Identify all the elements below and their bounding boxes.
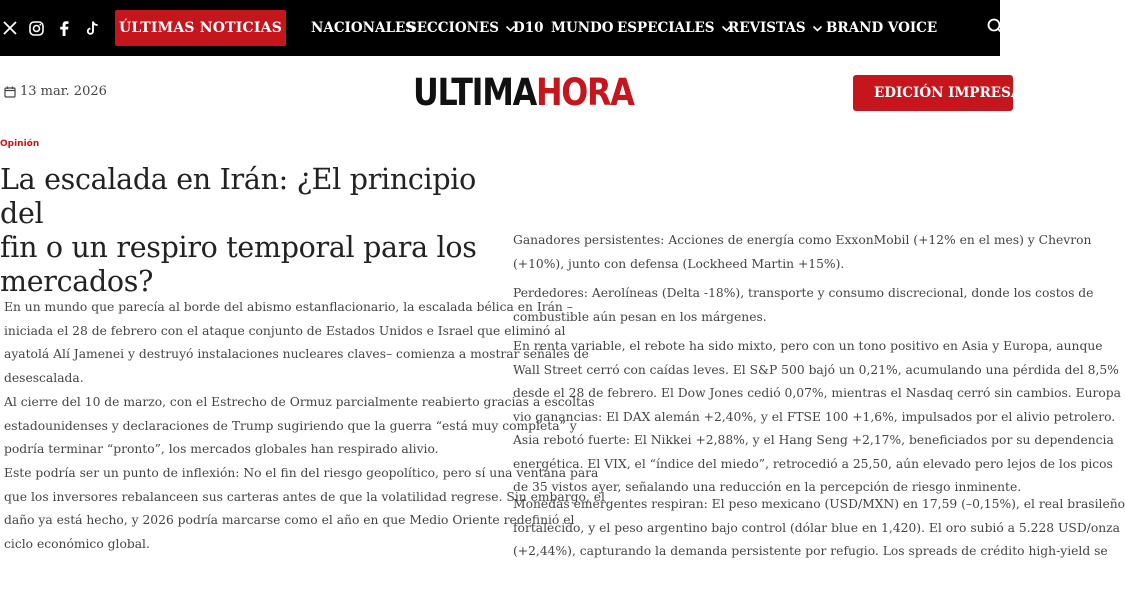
instagram-icon[interactable] [26, 18, 46, 38]
nav-item-nacionales[interactable] [311, 20, 415, 36]
paragraph [4, 391, 595, 462]
nav-label: D10 [513, 20, 544, 36]
text-line: En un mundo que parecía al borde del abismo estanflacionario, la escalada bélica en Irán – [4, 300, 573, 314]
paragraph [513, 335, 1121, 500]
text-line: En renta variable, el rebote ha sido mixto, pero con un tono positivo en Asia y Europa, aunque [513, 339, 1103, 353]
text-line: que los inversores rebalanceen sus carteras antes de que la volatilidad regrese. Sin embargo, el [4, 489, 605, 504]
paragraph [513, 493, 1125, 564]
search-icon[interactable] [986, 17, 1006, 37]
article-body-right [513, 229, 1125, 559]
nav-item-mundo[interactable] [551, 20, 614, 36]
section-label[interactable]: Opinión [0, 139, 40, 149]
tiktok-icon[interactable] [82, 18, 102, 38]
article-body-left [4, 296, 605, 556]
text-line: desescalada. [4, 370, 84, 385]
paragraph [513, 229, 1091, 276]
x-icon[interactable] [0, 18, 20, 38]
top-navigation-bar [0, 0, 1000, 56]
chevron-down-icon [812, 23, 823, 34]
nav-label: REVISTAS [728, 20, 806, 36]
text-line: combustible aún pesan en los márgenes. [513, 309, 767, 324]
text-line: (+10%), junto con defensa (Lockheed Martin +15%). [513, 256, 845, 271]
calendar-icon [4, 86, 16, 98]
publication-date [4, 84, 107, 99]
text-line: ayatolá Alí Jamenei y destruyó instalaciones nucleares claves– comienza a mostrar señales de [4, 347, 589, 361]
title-line: fin o un respiro temporal para los [0, 231, 477, 264]
text-line: de 35 vistos ayer, señalando una reducción en la percepción de riesgo inminente. [513, 480, 1022, 494]
nav-label: NACIONALES [311, 20, 415, 36]
text-line: Al cierre del 10 de marzo, con el Estrecho de Ormuz parcialmente reabierto gracias a escoltas [4, 395, 595, 409]
text-line: desde el 28 de febrero. El Dow Jones cedió 0,07%, mientras el Nasdaq cerró sin cambios. Europa [513, 386, 1121, 400]
logo-part-1: ULTIMA [413, 71, 536, 114]
breaking-news-button[interactable]: ÚLTIMAS NOTICIAS [115, 10, 286, 46]
paragraph [4, 296, 589, 390]
nav-item-especiales[interactable] [617, 20, 732, 36]
text-line: Ganadores persistentes: Acciones de energía como ExxonMobil (+12% en el mes) y Chevron [513, 233, 1092, 247]
text-line: energética. El VIX, el “índice del miedo”, retrocedió a 25,50, aún elevado pero lejos de los picos [513, 456, 1113, 471]
text-line: Este podría ser un punto de inflexión: No el fin del riesgo geopolítico, pero sí una ventana para [4, 466, 599, 480]
nav-label: SECCIONES [407, 20, 499, 36]
text-line: Monedas emergentes respiran: El peso mexicano (USD/MXN) en 17,59 (–0,15%), el real brasileño [513, 497, 1125, 511]
nav-item-revistas[interactable] [728, 20, 823, 36]
article-title [0, 163, 505, 299]
text-line: ciclo económico global. [4, 536, 150, 551]
date-text: 13 mar. 2026 [20, 84, 107, 99]
site-logo[interactable] [413, 72, 634, 114]
text-line: (+2,44%), capturando la demanda persistente por refugio. Los spreads de crédito high-yield se [513, 544, 1108, 558]
text-line: Wall Street cerró con caídas leves. El S&P 500 bajó un 0,21%, acumulando una pérdida del 8,5% [513, 362, 1119, 377]
print-edition-button[interactable]: EDICIÓN IMPRESA [853, 75, 1013, 111]
text-line: Perdedores: Aerolíneas (Delta -18%), transporte y consumo discrecional, donde los costos de [513, 286, 1094, 300]
title-line: La escalada en Irán: ¿El principio del [0, 163, 476, 230]
text-line: Asia rebotó fuerte: El Nikkei +2,88%, y el Hang Seng +2,17%, beneficiados por su dependencia [513, 433, 1114, 447]
text-line: daño ya está hecho, y 2026 podría marcarse como el año en que Medio Oriente redefinió el [4, 513, 575, 527]
nav-label: ESPECIALES [617, 20, 715, 36]
nav-label: MUNDO [551, 20, 614, 36]
text-line: podría terminar “pronto”, los mercados globales han respirado alivio. [4, 442, 439, 456]
text-line: estadounidenses y declaraciones de Trump sugiriendo que la guerra “está muy completa” y [4, 418, 577, 433]
facebook-icon[interactable] [54, 18, 74, 38]
text-line: iniciada el 28 de febrero con el ataque conjunto de Estados Unidos e Israel que eliminó al [4, 323, 566, 338]
text-line: fortalecido, y el peso argentino bajo control (dólar blue en 1,420). El oro subió a 5.228 USD/onza [513, 520, 1120, 535]
paragraph [513, 282, 1093, 329]
title-line: mercados? [0, 265, 154, 298]
nav-label: BRAND VOICE [826, 20, 938, 36]
nav-item-brand-voice[interactable] [826, 20, 937, 36]
nav-item-d10[interactable] [513, 20, 544, 36]
text-line: vio ganancias: El DAX alemán +2,40%, y el FTSE 100 +1,6%, impulsados por el alivio petrolero. [513, 409, 1116, 424]
logo-part-2: HORA [535, 71, 634, 114]
nav-item-secciones[interactable] [407, 20, 516, 36]
